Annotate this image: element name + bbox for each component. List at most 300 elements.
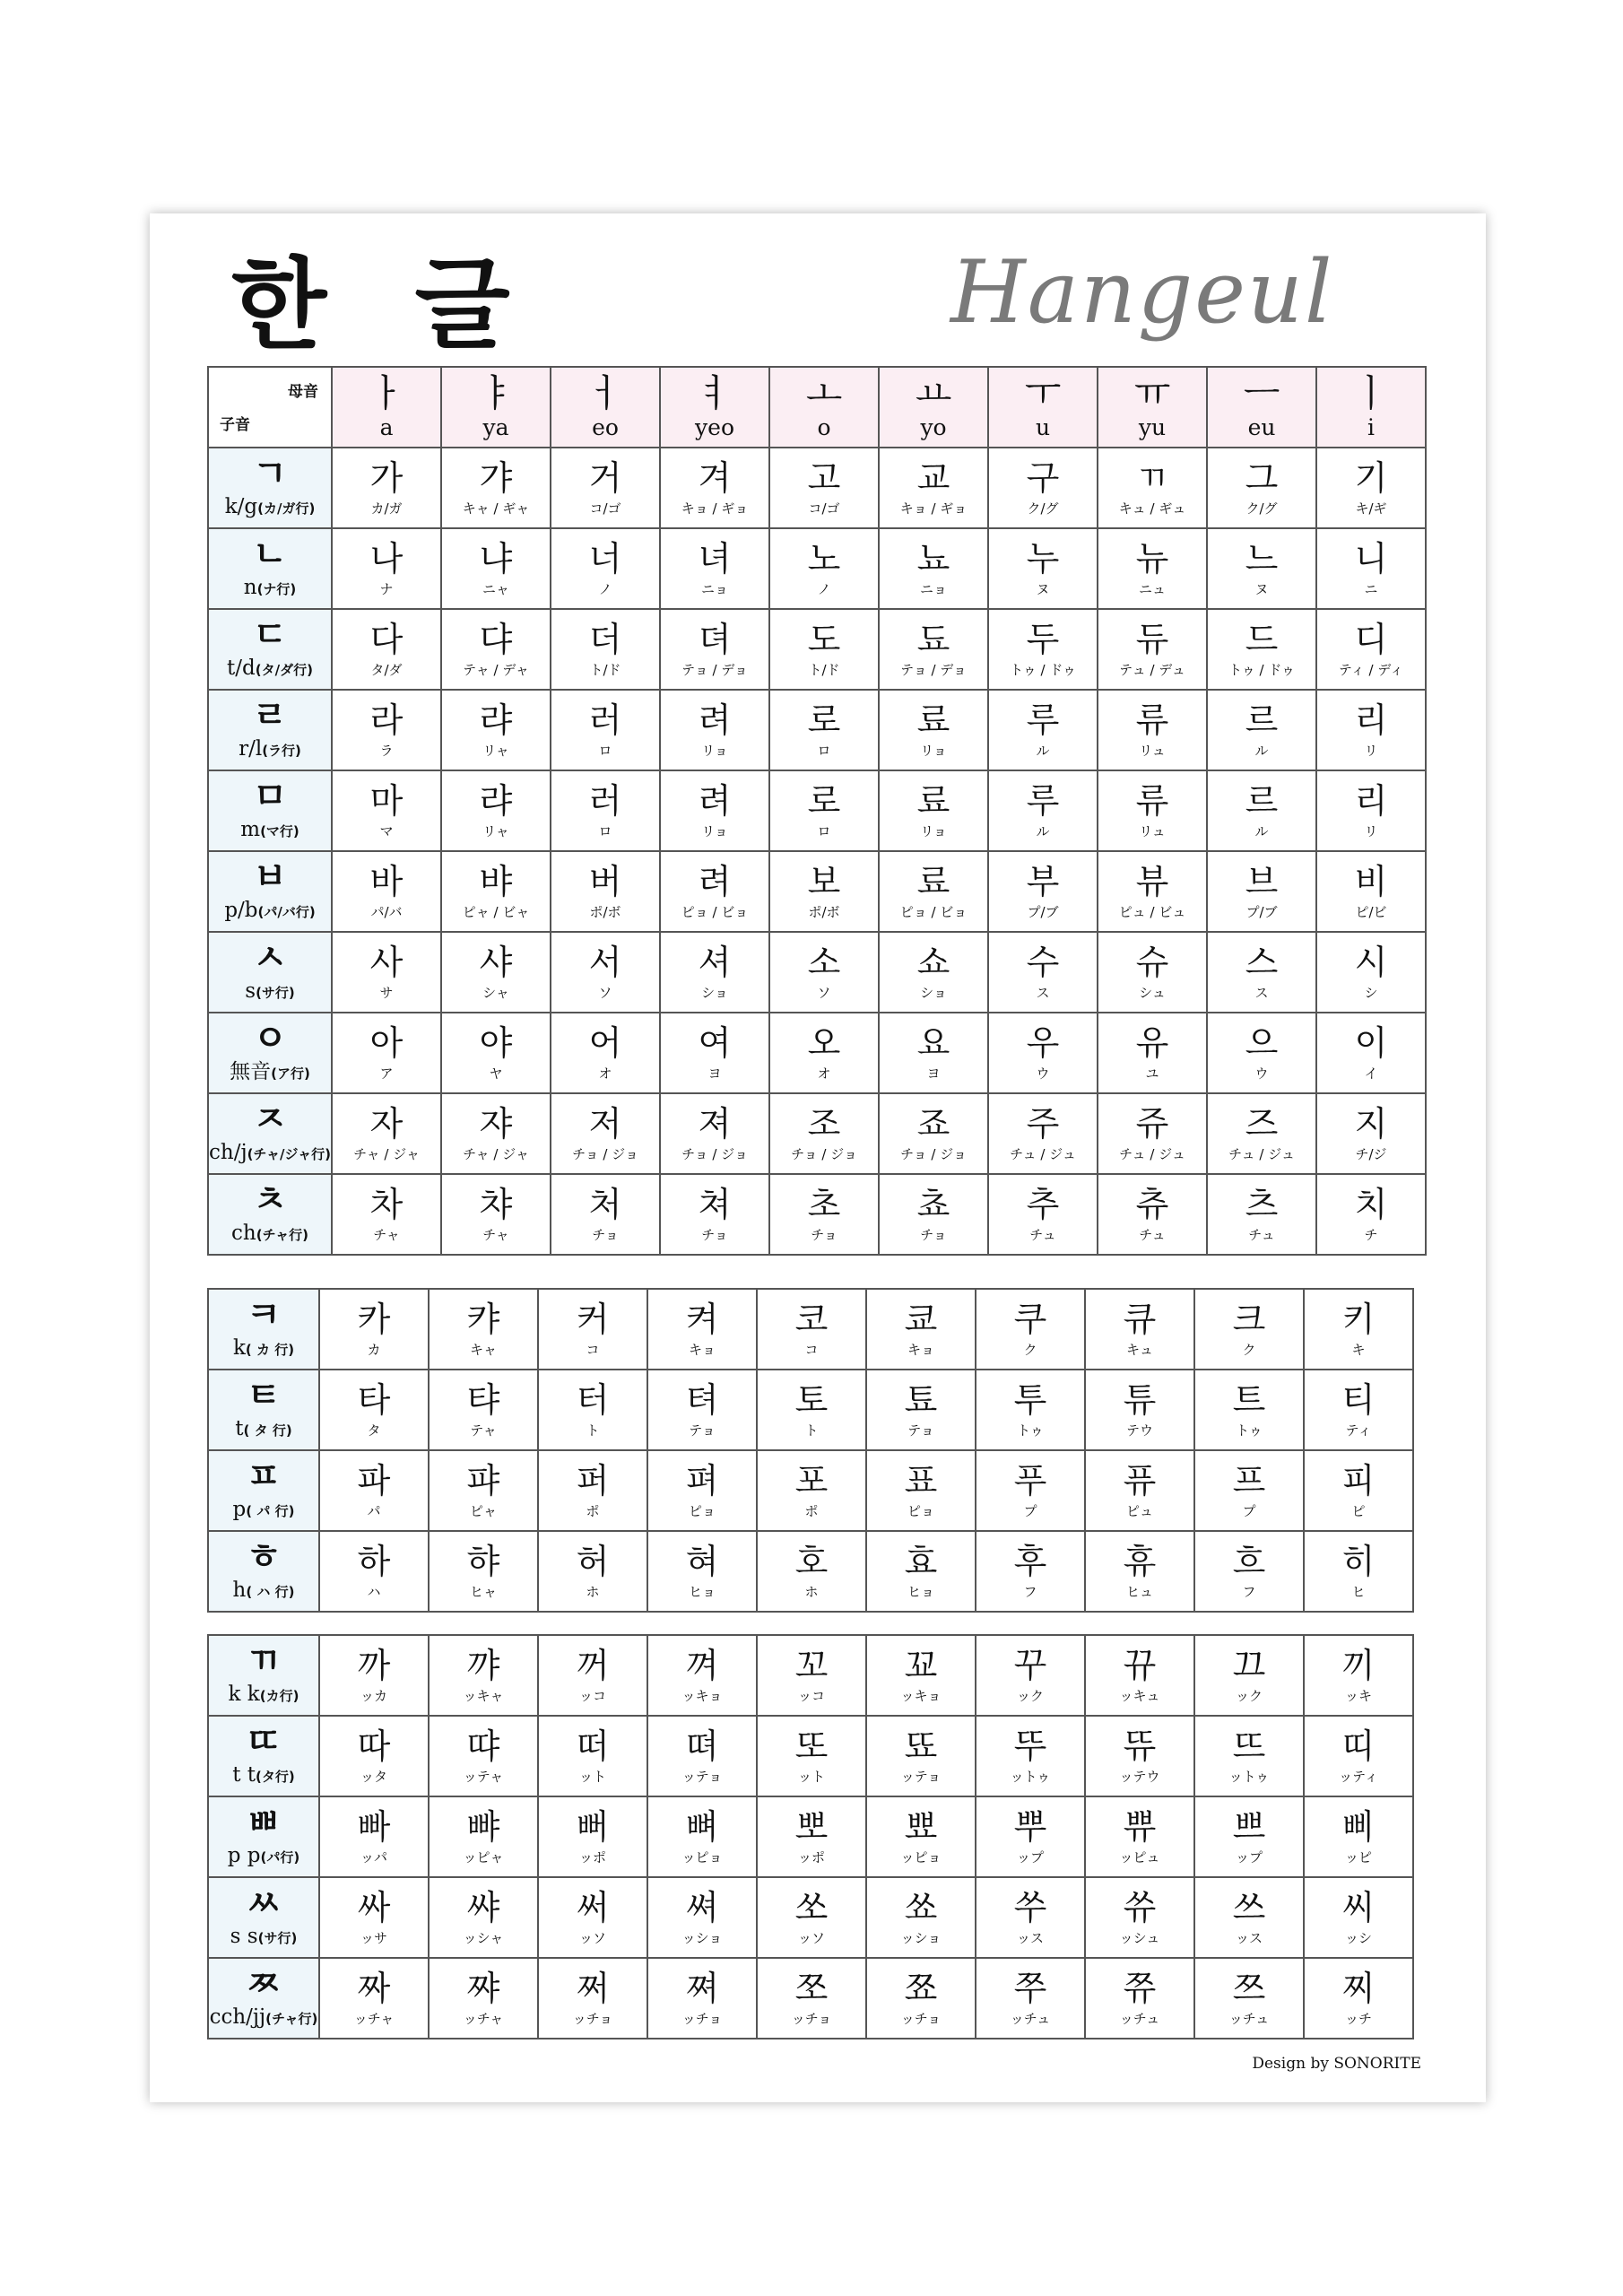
syllable-cell [538,1531,647,1612]
table-row [208,1635,1413,1716]
table-row [208,609,1426,690]
vowel-header [769,367,879,448]
consonant-letter: ㅈ [252,1099,288,1140]
consonant-letter: ㄹ [252,695,288,736]
syllable-katakana: ッス [1016,1930,1044,1946]
syllable-hangul: 쏘 [794,1888,829,1927]
consonant-romanization [209,1923,318,1952]
syllable-katakana: ッキャ [463,1688,504,1704]
syllable-hangul: 티 [1341,1380,1376,1420]
syllable-katakana: ッカ [360,1688,387,1704]
syllable-hangul: 호 [794,1542,829,1581]
syllable-hangul: 고 [807,458,841,498]
consonant-header [208,932,332,1013]
syllable-hangul: 퓨 [1123,1461,1157,1500]
consonant-header [208,1013,332,1093]
consonant-header [208,1796,319,1877]
syllable-cell [757,1450,866,1531]
table-row [208,1013,1426,1093]
syllable-cell [660,1093,769,1174]
consonant-kana-row: (ラ行) [262,743,301,759]
vowel-romanization: yo [920,414,947,440]
syllable-katakana: コ/ゴ [589,500,621,517]
syllable-cell [1098,609,1207,690]
vowel-header [551,367,660,448]
syllable-katakana: プ [1023,1503,1037,1519]
consonant-axis-label: 子音 [220,416,250,434]
syllable-hangul: 쑈 [904,1888,938,1927]
table-row [208,1093,1426,1174]
syllable-hangul: 구 [1026,458,1060,498]
syllable-hangul: 르 [1245,700,1279,740]
syllable-hangul: 프 [1232,1461,1266,1500]
syllable-katakana: ハ [367,1584,381,1600]
syllable-cell [988,851,1098,932]
syllable-katakana: ッチョ [572,2011,613,2027]
syllable-cell [538,1450,647,1531]
syllable-katakana: ッシ [1344,1930,1372,1946]
syllable-katakana: ポ [804,1503,819,1519]
syllable-katakana: ポ/ボ [589,904,621,920]
consonant-kana-row: (チャ/ジャ行) [247,1146,332,1162]
syllable-hangul: 누 [1026,539,1060,578]
syllable-cell [429,1877,538,1958]
consonant-letter: ㄸ [246,1721,282,1762]
consonant-header [208,690,332,770]
vowel-letter: ㅠ [1133,371,1171,415]
syllable-cell [1085,1796,1194,1877]
table-row [208,528,1426,609]
syllable-hangul: 뀨 [1123,1646,1157,1685]
vowel-letter: ㅛ [915,371,952,415]
syllable-cell [757,1716,866,1796]
syllable-katakana: ッテョ [681,1769,723,1785]
syllable-katakana: ッサ [360,1930,387,1946]
consonant-roman-text: h [232,1578,247,1602]
syllable-katakana: テュ / デュ [1119,662,1185,678]
syllable-katakana: チョ [920,1227,947,1243]
syllable-hangul: 꼬 [794,1646,829,1685]
syllable-katakana: ップ [1016,1849,1044,1866]
syllable-cell [1194,1531,1304,1612]
hangeul-table-section-2 [207,1288,1414,1613]
syllable-cell [429,1958,538,2039]
syllable-katakana: ピ [1351,1503,1366,1519]
syllable-cell [769,770,879,851]
syllable-hangul: 주 [1026,1104,1060,1144]
syllable-cell [647,1531,757,1612]
syllable-hangul: 랴 [479,700,513,740]
syllable-katakana: ッショ [900,1930,942,1946]
syllable-hangul: 꾜 [904,1646,938,1685]
syllable-hangul: 쎠 [685,1888,719,1927]
syllable-cell [332,690,441,770]
table-row [208,1877,1413,1958]
syllable-cell [866,1450,976,1531]
syllable-katakana: ヒ [1351,1584,1366,1600]
syllable-hangul: 뾰 [904,1807,938,1847]
syllable-cell [1207,528,1316,609]
vowel-romanization: o [817,414,831,440]
consonant-header [208,1174,332,1255]
syllable-cell [1085,1370,1194,1450]
syllable-hangul: 르 [1245,781,1279,821]
syllable-katakana: チョ / ジョ [791,1146,857,1162]
syllable-katakana: ッテウ [1119,1769,1160,1785]
syllable-hangul: 냐 [479,539,513,578]
syllable-cell [769,690,879,770]
syllable-hangul: 피 [1341,1461,1376,1500]
syllable-cell [1316,932,1426,1013]
syllable-katakana: タ [367,1422,381,1439]
syllable-hangul: 쪄 [685,1969,719,2008]
table-row [208,1796,1413,1877]
syllable-hangul: 껴 [685,1646,719,1685]
syllable-katakana: キ/ギ [1355,500,1387,517]
syllable-hangul: 사 [369,943,404,982]
consonant-header [208,1635,319,1716]
syllable-hangul: 스 [1245,943,1279,982]
syllable-katakana: ット [797,1769,825,1785]
syllable-katakana: ッキ [1344,1688,1372,1704]
syllable-hangul: 쮸 [1123,1969,1157,2008]
syllable-cell [1304,1958,1413,2039]
syllable-cell [879,609,988,690]
syllable-cell [879,448,988,528]
consonant-letter: ㅃ [246,1802,282,1843]
syllable-cell [429,1716,538,1796]
syllable-hangul: 투 [1013,1380,1047,1420]
syllable-cell [429,1796,538,1877]
consonant-roman-text: ch [231,1222,256,1245]
syllable-hangul: 더 [588,620,622,659]
consonant-letter: ㄱ [252,453,288,494]
syllable-hangul: 차 [369,1185,404,1224]
syllable-katakana: チ [1364,1227,1378,1243]
syllable-hangul: 뗘 [685,1726,719,1766]
syllable-katakana: ヨ [707,1065,722,1082]
consonant-romanization [209,978,331,1006]
syllable-cell [441,1013,551,1093]
syllable-katakana: パ [367,1503,381,1519]
syllable-hangul: 바 [369,862,404,901]
consonant-romanization [209,735,331,764]
syllable-katakana: ッチャ [353,2011,395,2027]
syllable-cell [660,528,769,609]
table-row [208,851,1426,932]
consonant-header [208,528,332,609]
consonant-roman-text: s [245,979,256,1003]
consonant-romanization [209,2004,318,2032]
syllable-hangul: 셔 [698,943,732,982]
syllable-hangul: 쀼 [1123,1807,1157,1847]
syllable-cell [332,1093,441,1174]
syllable-katakana: ッポ [797,1849,825,1866]
syllable-hangul: 타 [357,1380,391,1420]
syllable-hangul: 큐 [1123,1300,1157,1339]
syllable-hangul: 뿌 [1013,1807,1047,1847]
syllable-cell [441,448,551,528]
hangeul-table-section-3 [207,1634,1414,2039]
syllable-katakana: ト [586,1422,600,1439]
syllable-hangul: 느 [1245,539,1279,578]
syllable-katakana: ピャ [469,1503,497,1519]
syllable-katakana: ッチ [1344,2011,1372,2027]
table-row [208,690,1426,770]
syllable-hangul: 떠 [576,1726,610,1766]
syllable-hangul: 니 [1354,539,1388,578]
syllable-hangul: 싸 [357,1888,391,1927]
table-row [208,1289,1413,1370]
syllable-hangul: 마 [369,781,404,821]
table-row [208,932,1426,1013]
syllable-cell [757,1635,866,1716]
syllable-hangul: 쯔 [1232,1969,1266,2008]
syllable-cell [988,609,1098,690]
consonant-letter: ㅉ [246,1963,282,2005]
syllable-hangul: 버 [588,862,622,901]
syllable-hangul: 뚀 [904,1726,938,1766]
consonant-kana-row: (チャ行) [265,2011,318,2027]
consonant-roman-text: s s [230,1925,258,1948]
syllable-hangul: 쿄 [904,1300,938,1339]
syllable-katakana: マ [379,823,394,839]
syllable-katakana: ロ [817,743,831,759]
syllable-katakana: チャ [373,1227,400,1243]
syllable-hangul: 허 [576,1542,610,1581]
syllable-katakana: ソ [598,985,612,1001]
syllable-hangul: 치 [1354,1185,1388,1224]
consonant-romanization [209,1415,318,1444]
syllable-katakana: ニョ [701,581,729,597]
syllable-cell [332,770,441,851]
syllable-katakana: ノ [598,581,612,597]
syllable-katakana: ッチャ [463,2011,504,2027]
consonant-roman-text: n [243,576,257,599]
syllable-katakana: ソ [817,985,831,1001]
syllable-hangul: 러 [588,781,622,821]
syllable-katakana: ス [1036,985,1050,1001]
syllable-hangul: 어 [588,1023,622,1063]
syllable-hangul: 쁘 [1232,1807,1266,1847]
syllable-katakana: ロ [817,823,831,839]
syllable-hangul: 요 [916,1023,950,1063]
syllable-katakana: ヌ [1036,581,1050,597]
vowel-header [441,367,551,448]
syllable-katakana: ッピョ [900,1849,942,1866]
syllable-katakana: チュ / ジュ [1119,1146,1185,1162]
consonant-romanization [209,1496,318,1525]
syllable-hangul: 리 [1354,700,1388,740]
consonant-header [208,1370,319,1450]
syllable-katakana: ショ [701,985,728,1001]
syllable-cell [647,1635,757,1716]
vowel-romanization: ya [482,414,509,440]
syllable-cell [879,851,988,932]
syllable-katakana: ッテャ [463,1769,504,1785]
syllable-hangul: 야 [479,1023,513,1063]
syllable-katakana: キ [1351,1342,1366,1358]
consonant-header [208,448,332,528]
syllable-cell [976,1289,1085,1370]
syllable-katakana: ッテョ [900,1769,942,1785]
syllable-hangul: 쇼 [916,943,950,982]
syllable-cell [976,1958,1085,2039]
syllable-cell [551,448,660,528]
syllable-katakana: ッポ [578,1849,606,1866]
syllable-katakana: ッコ [797,1688,825,1704]
syllable-hangul: 아 [369,1023,404,1063]
syllable-cell [647,1370,757,1450]
syllable-katakana: ッチョ [791,2011,832,2027]
syllable-katakana: キャ / ギャ [462,500,530,517]
syllable-katakana: ト [804,1422,819,1439]
syllable-katakana: プ [1242,1503,1256,1519]
consonant-letter: ㅇ [252,1018,288,1059]
syllable-katakana: ッソ [578,1930,606,1946]
syllable-cell [660,448,769,528]
consonant-header [208,1716,319,1796]
syllable-cell [976,1635,1085,1716]
syllable-katakana: トゥ / ドゥ [1010,662,1076,678]
syllable-cell [879,528,988,609]
syllable-hangul: 하 [357,1542,391,1581]
syllable-katakana: ッタ [360,1769,387,1785]
syllable-hangul: 로 [807,700,841,740]
consonant-header [208,770,332,851]
syllable-katakana: ッパ [360,1849,387,1866]
syllable-hangul: 쬬 [904,1969,938,2008]
consonant-kana-row: (ナ行) [256,581,297,597]
syllable-hangul: 까 [357,1646,391,1685]
syllable-katakana: リ [1364,823,1378,839]
syllable-hangul: 처 [588,1185,622,1224]
consonant-kana-row: ( ハ 行) [246,1584,295,1600]
syllable-cell [538,1716,647,1796]
consonant-letter: ㅂ [252,857,288,898]
syllable-cell [866,1716,976,1796]
syllable-hangul: 너 [588,539,622,578]
syllable-hangul: 따 [357,1726,391,1766]
syllable-cell [1098,770,1207,851]
table-row [208,1958,1413,2039]
syllable-cell [1207,690,1316,770]
syllable-katakana: リョ [701,823,728,839]
syllable-hangul: 짜 [357,1969,391,2008]
syllable-cell [1316,528,1426,609]
consonant-header [208,1093,332,1174]
syllable-katakana: チョ [701,1227,728,1243]
syllable-hangul: 듀 [1135,620,1169,659]
syllable-cell [879,932,988,1013]
syllable-hangul: 뉴 [1135,539,1169,578]
syllable-katakana: チョ [592,1227,619,1243]
syllable-hangul: 도 [807,620,841,659]
syllable-hangul: 파 [357,1461,391,1500]
syllable-katakana: テウ [1125,1422,1153,1439]
consonant-kana-row: (チャ行) [256,1227,308,1243]
syllable-katakana: カ [367,1342,381,1358]
syllable-cell [441,1093,551,1174]
syllable-hangul: 뇨 [916,539,950,578]
consonant-kana-row: (タ行) [256,1769,295,1785]
syllable-cell [538,1796,647,1877]
syllable-katakana: ットゥ [1228,1769,1270,1785]
syllable-hangul: ㄲ [1135,458,1169,498]
syllable-katakana: ッピュ [1119,1849,1160,1866]
consonant-romanization [209,1139,331,1168]
syllable-cell [1304,1370,1413,1450]
vowel-letter: ㅕ [696,371,733,415]
syllable-hangul: 트 [1232,1380,1266,1420]
syllable-hangul: 꾸 [1013,1646,1047,1685]
syllable-hangul: 부 [1026,862,1060,901]
syllable-hangul: 쟈 [479,1104,513,1144]
consonant-roman-text: cch/jj [209,2005,266,2029]
syllable-katakana: ヒョ [688,1584,716,1600]
consonant-romanization [209,1842,318,1871]
syllable-katakana: ティ / ディ [1338,662,1404,678]
syllable-cell [1085,1877,1194,1958]
syllable-katakana: ッチュ [1119,2011,1160,2027]
syllable-cell [551,1174,660,1255]
syllable-katakana: カ/ガ [370,500,403,517]
syllable-hangul: 겨 [698,458,732,498]
syllable-cell [879,1093,988,1174]
syllable-hangul: 으 [1245,1023,1279,1063]
syllable-katakana: ピョ / ビョ [899,904,968,920]
syllable-katakana: ホ [586,1584,600,1600]
vowel-romanization: eo [592,414,619,440]
syllable-hangul: 다 [369,620,404,659]
syllable-hangul: 즈 [1245,1104,1279,1144]
syllable-katakana: ク/グ [1245,500,1278,517]
syllable-cell [319,1796,429,1877]
syllable-cell [441,1174,551,1255]
syllable-cell [1304,1877,1413,1958]
syllable-katakana: ピュ [1125,1503,1153,1519]
consonant-roman-text: p/b [224,899,258,922]
syllable-cell [551,770,660,851]
syllable-cell [1207,1093,1316,1174]
consonant-roman-text: t [235,1417,244,1440]
syllable-hangul: 초 [807,1185,841,1224]
syllable-hangul: 튜 [1123,1380,1157,1420]
syllable-hangul: 툐 [904,1380,938,1420]
consonant-kana-row: ( カ 行) [245,1342,295,1358]
syllable-hangul: 퍼 [576,1461,610,1500]
syllable-cell [1194,1450,1304,1531]
syllable-hangul: 류 [1135,781,1169,821]
syllable-cell [1316,770,1426,851]
syllable-katakana: チャ [482,1227,509,1243]
syllable-cell [757,1531,866,1612]
syllable-cell [441,609,551,690]
syllable-cell [1316,609,1426,690]
syllable-katakana: テャ / デャ [463,662,529,678]
consonant-letter: ㅎ [246,1536,282,1578]
syllable-hangul: 쌰 [466,1888,500,1927]
syllable-hangul: 쩌 [576,1969,610,2008]
syllable-cell [429,1635,538,1716]
syllable-hangul: 져 [698,1104,732,1144]
syllable-katakana: フ [1023,1584,1037,1600]
syllable-cell [988,1174,1098,1255]
syllable-hangul: 자 [369,1104,404,1144]
syllable-cell [866,1635,976,1716]
syllable-katakana: ッシャ [463,1930,504,1946]
syllable-hangul: 료 [916,862,950,901]
